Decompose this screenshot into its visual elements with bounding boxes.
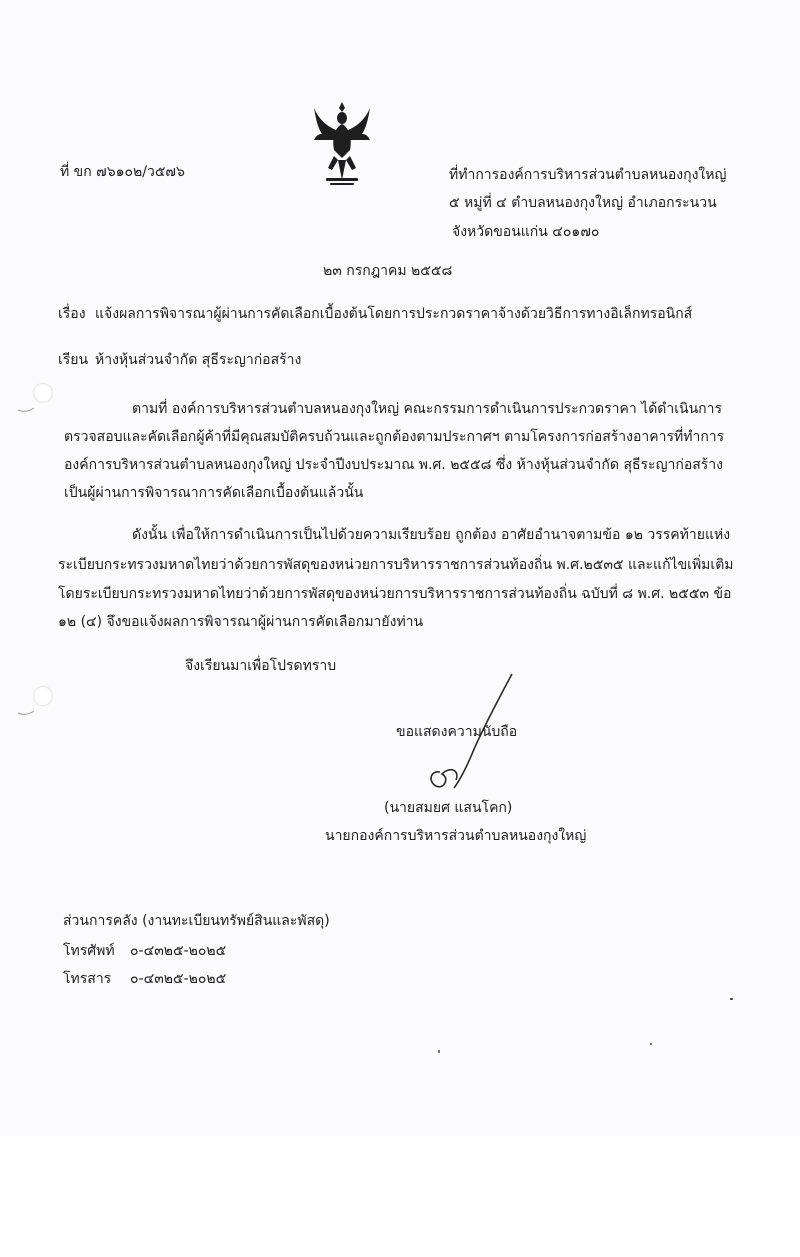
- scan-speck: [730, 998, 733, 1000]
- footer-department: ส่วนการคลัง (งานทะเบียนทรัพย์สินและพัสดุ): [63, 913, 330, 929]
- paragraph-line: ตามที่ องค์การบริหารส่วนตำบลหนองกุงใหญ่ คณะกรรมการดำเนินการประกวดราคา ได้ดำเนินการ: [132, 401, 723, 417]
- addressee-text: ห้างหุ้นส่วนจำกัด สุธีระญาก่อสร้าง: [95, 352, 302, 368]
- garuda-emblem-icon: [312, 100, 372, 188]
- closing-line: จึงเรียนมาเพื่อโปรดทราบ: [185, 658, 337, 674]
- subject-label: เรื่อง: [58, 306, 86, 322]
- regards-line: ขอแสดงความนับถือ: [396, 724, 518, 740]
- paragraph-line: ตรวจสอบและคัดเลือกผู้ค้าที่มีคุณสมบัติครบถ้วนและถูกต้องตามประกาศฯ ตามโครงการก่อสร้างอาคารที่ทำการ: [64, 429, 725, 445]
- signer-name: (นายสมยศ แสนโคก): [384, 800, 513, 816]
- reference-number: ที่ ขก ๗๖๑๐๒/ว๕๗๖: [60, 164, 185, 180]
- punch-hole: [33, 383, 53, 403]
- punch-hole: [33, 686, 53, 706]
- paragraph-line: ระเบียบกระทรวงมหาดไทยว่าด้วยการพัสดุของหน่วยการบริหารราชการส่วนท้องถิ่น พ.ศ.๒๕๓๕ และแก้ไขเพิ่มเติม: [58, 557, 734, 573]
- punch-hole-mark: [16, 400, 36, 414]
- paragraph-line: ดังนั้น เพื่อให้การดำเนินการเป็นไปด้วยความเรียบร้อย ถูกต้อง อาศัยอำนาจตามข้อ ๑๒ วรรคท้ายแห่ง: [132, 527, 731, 543]
- paragraph-line: องค์การบริหารส่วนตำบลหนองกุงใหญ่ ประจำปีงบประมาณ พ.ศ. ๒๕๕๘ ซึ่ง ห้างหุ้นส่วนจำกัด สุธีระญาก่อสร้าง: [64, 457, 724, 473]
- sender-address-line: ที่ทำการองค์การบริหารส่วนตำบลหนองกุงใหญ่: [449, 167, 727, 183]
- addressee-label: เรียน: [58, 352, 89, 368]
- paragraph-line: ๑๒ (๔) จึงขอแจ้งผลการพิจารณาผู้ผ่านการคัดเลือกมายังท่าน: [58, 614, 424, 630]
- footer-fax-label: โทรสาร: [63, 971, 112, 987]
- signer-title: นายกองค์การบริหารส่วนตำบลหนองกุงใหญ่: [325, 828, 587, 844]
- letter-date: ๒๓ กรกฎาคม ๒๕๕๘: [323, 263, 453, 279]
- sender-address-line: จังหวัดขอนแก่น ๔๐๑๗๐: [452, 224, 600, 240]
- scan-speck: [438, 1050, 440, 1053]
- footer-fax-value: ๐-๔๓๒๕-๒๐๒๕: [130, 971, 227, 987]
- paragraph-line: โดยระเบียบกระทรวงมหาดไทยว่าด้วยการพัสดุของหน่วยการบริหารราชการส่วนท้องถิ่น ฉบับที่ ๘ พ.ศ. ๒๕๕๓ ข้อ: [58, 586, 732, 602]
- sender-address-line: ๕ หมู่ที่ ๔ ตำบลหนองกุงใหญ่ อำเภอกระนวน: [449, 195, 717, 211]
- footer-phone-value: ๐-๔๓๒๕-๒๐๒๕: [130, 943, 227, 959]
- punch-hole-mark: [16, 703, 36, 717]
- subject-text: แจ้งผลการพิจารณาผู้ผ่านการคัดเลือกเบื้องต้นโดยการประกวดราคาจ้างด้วยวิธีการทางอิเล็กทรอนิกส์: [95, 306, 693, 322]
- footer-phone-label: โทรศัพท์: [63, 943, 115, 959]
- paragraph-line: เป็นผู้ผ่านการพิจารณาการคัดเลือกเบื้องต้นแล้วนั้น: [64, 485, 364, 501]
- scan-speck: [650, 1043, 652, 1045]
